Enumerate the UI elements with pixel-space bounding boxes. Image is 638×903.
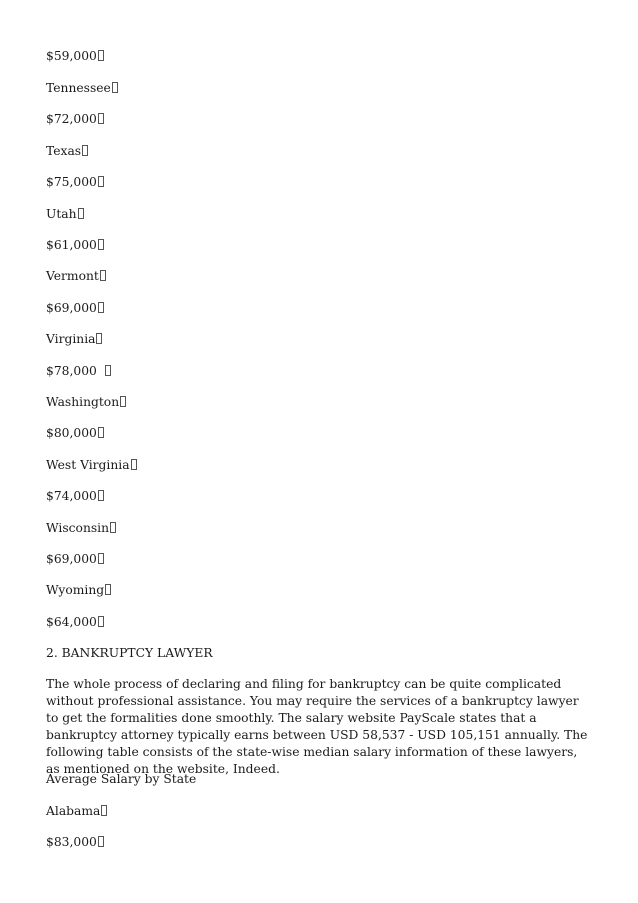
missing-glyph-box [100,270,106,281]
state-name: Texas [46,143,88,159]
missing-glyph-box [112,82,118,93]
salary-value: $72,000 [46,111,104,127]
missing-glyph-box [110,522,116,533]
missing-glyph-box [78,208,84,219]
salary-value: $80,000 [46,425,104,441]
table-title: Average Salary by State [46,772,197,786]
section-heading: 2. BANKRUPTCY LAWYER [46,646,213,660]
salary-value: $64,000 [46,614,104,630]
state-name: West Virginia [46,457,137,473]
missing-glyph-box [96,333,102,344]
state-name: Wyoming [46,582,111,598]
body-paragraph: The whole process of declaring and filing for bankruptcy can be quite complicated without professional assistance. You may require the services of a bankruptcy lawyer to get the formalities done smoothly. The salary website PayScale states that a bankruptcy attorney typically earns between USD 58,537 - USD 105,151 annually. The following table consists of the state-wise median salary information of these lawyers, as mentioned on the website, Indeed. [46,677,588,776]
missing-glyph-box [98,490,104,501]
missing-glyph-box [98,427,104,438]
missing-glyph-box [98,836,104,847]
missing-glyph-box [120,396,126,407]
missing-glyph-box [98,113,104,124]
state-name: Virginia [46,331,102,347]
missing-glyph-box [131,459,137,470]
missing-glyph-box [105,365,111,376]
salary-value: $74,000 [46,488,104,504]
salary-value: $59,000 [46,48,104,64]
state-name: Utah [46,206,84,222]
state-name: Tennessee [46,80,118,96]
missing-glyph-box [105,584,111,595]
salary-value: $61,000 [46,237,104,253]
salary-value: $78,000 [46,363,111,379]
state-name: Washington [46,394,126,410]
salary-value: $75,000 [46,174,104,190]
missing-glyph-box [82,145,88,156]
state-name: Vermont [46,268,106,284]
missing-glyph-box [98,616,104,627]
salary-value: $69,000 [46,300,104,316]
state-name: Alabama [46,803,107,819]
state-name: Wisconsin [46,520,116,536]
missing-glyph-box [98,50,104,61]
salary-value: $83,000 [46,834,104,850]
missing-glyph-box [98,176,104,187]
missing-glyph-box [98,239,104,250]
missing-glyph-box [101,805,107,816]
missing-glyph-box [98,302,104,313]
missing-glyph-box [98,553,104,564]
salary-value: $69,000 [46,551,104,567]
